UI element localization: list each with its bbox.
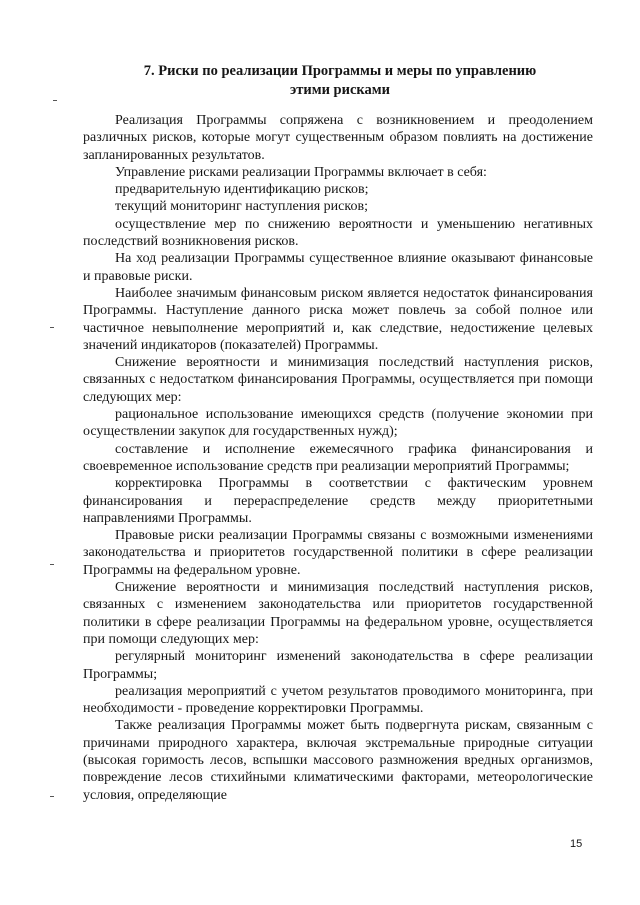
paragraph: рациональное использование имеющихся средств (получение экономии при осуществлении закупок для государственных нужд); — [83, 407, 593, 440]
paragraph: реализация мероприятий с учетом результатов проводимого мониторинга, при необходимости - проведение корректировки Программы. — [83, 683, 593, 717]
paragraph: текущий мониторинг наступления рисков; — [115, 199, 368, 215]
scan-mark — [53, 100, 57, 101]
paragraph: Снижение вероятности и минимизация последствий наступления рисков, связанных с изменением законодательства или приоритетов государственной политики в сфере реализации Программы на федеральном уровне, осуществляется при помощи следующих мер: — [83, 580, 593, 647]
paragraph: Реализация Программы сопряжена с возникновением и преодолением различных рисков, которые могут существенным образом повлиять на достижение запланированных результатов. — [83, 113, 593, 163]
scan-mark — [50, 564, 54, 565]
paragraph: регулярный мониторинг изменений законодательства в сфере реализации Программы; — [83, 649, 593, 682]
body-text — [83, 112, 593, 804]
heading-line-1: 7. Риски по реализации Программы и меры по управлению — [143, 63, 537, 79]
paragraph: Также реализация Программы может быть подвергнута рискам, связанным с причинами природного характера, включая экстремальные природные ситуации (высокая горимость лесов, вспышки массового размножения вредных организмов, повреждение лесов стихийными климатическими факторами, метеорологические условия, определяющие — [83, 718, 593, 803]
paragraph: На ход реализации Программы существенное влияние оказывают финансовые и правовые риски. — [83, 251, 593, 284]
paragraph: предварительную идентификацию рисков; — [115, 182, 369, 198]
scan-mark — [50, 327, 54, 328]
paragraph: Управление рисками реализации Программы включает в себя: — [115, 164, 487, 180]
paragraph: осуществление мер по снижению вероятности и уменьшению негативных последствий возникновения рисков. — [83, 216, 593, 250]
page-number: 15 — [570, 838, 583, 850]
paragraph: Снижение вероятности и минимизация последствий наступления рисков, связанных с недостатком финансирования Программы, осуществляется при помощи следующих мер: — [83, 355, 593, 405]
scan-mark — [50, 796, 54, 797]
paragraph: Наиболее значимым финансовым риском является недостаток финансирования Программы. Наступление данного риска может повлечь за собой полное или частичное невыполнение мероприятий и, как следствие, недостижение целевых значений индикаторов (показателей) Программы. — [83, 285, 593, 353]
section-heading — [80, 62, 600, 100]
paragraph: Правовые риски реализации Программы связаны с возможными изменениями законодательства и приоритетов государственной политики в сфере реализации Программы на федеральном уровне. — [83, 528, 593, 578]
paragraph: составление и исполнение ежемесячного графика финансирования и своевременное использование средств при реализации мероприятий Программы; — [83, 441, 593, 474]
paragraph: корректировка Программы в соответствии с фактическим уровнем финансирования и перераспределение средств между приоритетными направлениями Программы. — [83, 476, 593, 526]
heading-line-2: этими рисками — [289, 82, 391, 98]
